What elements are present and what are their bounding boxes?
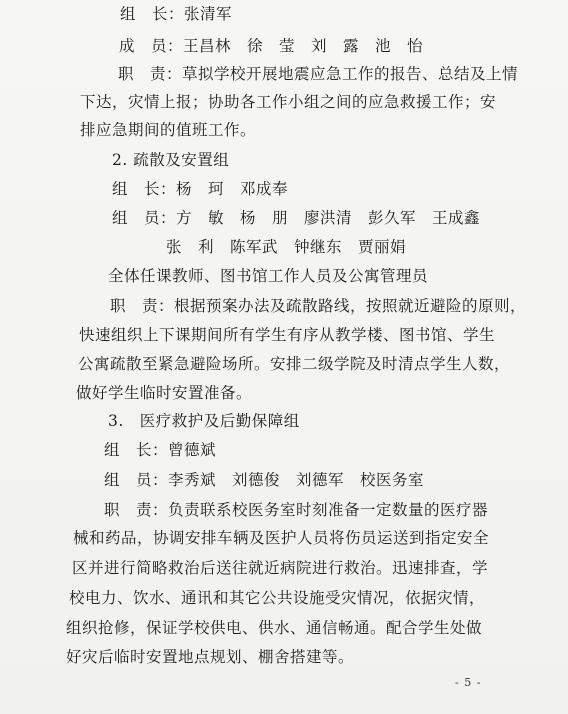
text-line: 职 责：草拟学校开展地震应急工作的报告、总结及上情: [118, 65, 519, 83]
section-heading: 3. 医疗救护及后勤保障组: [108, 412, 300, 430]
text-line: 组 员：方 敏 杨 朋 廖洪清 彭久军 王成鑫: [112, 209, 481, 227]
text-line: 区并进行简略救治后送往就近病院进行救治。迅速排查，学: [72, 559, 489, 577]
section-heading: 2. 疏散及安置组: [112, 151, 230, 169]
text-line: 校电力、饮水、通讯和其它公共设施受灾情况，依据灾情，: [69, 589, 486, 607]
text-line: 好灾后临时安置地点规划、棚舍搭建等。: [66, 648, 355, 666]
text-line: 成 员：王昌林 徐 莹 刘 露 池 怡: [119, 37, 424, 55]
text-line: 械和药品，协调安排车辆及医护人员将伤员运送到指定安全: [73, 529, 490, 547]
text-line: 组 员：李秀斌 刘德俊 刘德军 校医务室: [104, 471, 425, 489]
text-line: 张 利 陈军武 钟继东 贾丽娟: [166, 238, 407, 256]
text-line: 下达，灾情上报；协助各工作小组之间的应急救援工作；安: [80, 93, 497, 111]
text-line: 公寓疏散至紧急避险场所。安排二级学院及时清点学生人数，: [78, 355, 511, 373]
text-line: 组 长：杨 珂 邓成奉: [112, 180, 289, 198]
text-line: 全体任课教师、图书馆工作人员及公寓管理员: [108, 267, 429, 285]
text-line: 快速组织上下课期间所有学生有序从教学楼、图书馆、学生: [79, 326, 496, 344]
text-line: 组 长：曾德斌: [104, 441, 217, 459]
page-number: - 5 -: [455, 676, 482, 689]
text-line: 职 责：负责联系校医务室时刻准备一定数量的医疗器: [104, 501, 489, 519]
text-line: 排应急期间的值班工作。: [80, 121, 257, 139]
text-line: 职 责：根据预案办法及疏散路线，按照就近避险的原则，: [110, 297, 527, 315]
text-line: 做好学生临时安置准备。: [76, 384, 253, 402]
text-line: 组织抢修，保证学校供电、供水、通信畅通。配合学生处做: [66, 619, 483, 637]
text-line: 组 长：张清军: [120, 5, 233, 23]
